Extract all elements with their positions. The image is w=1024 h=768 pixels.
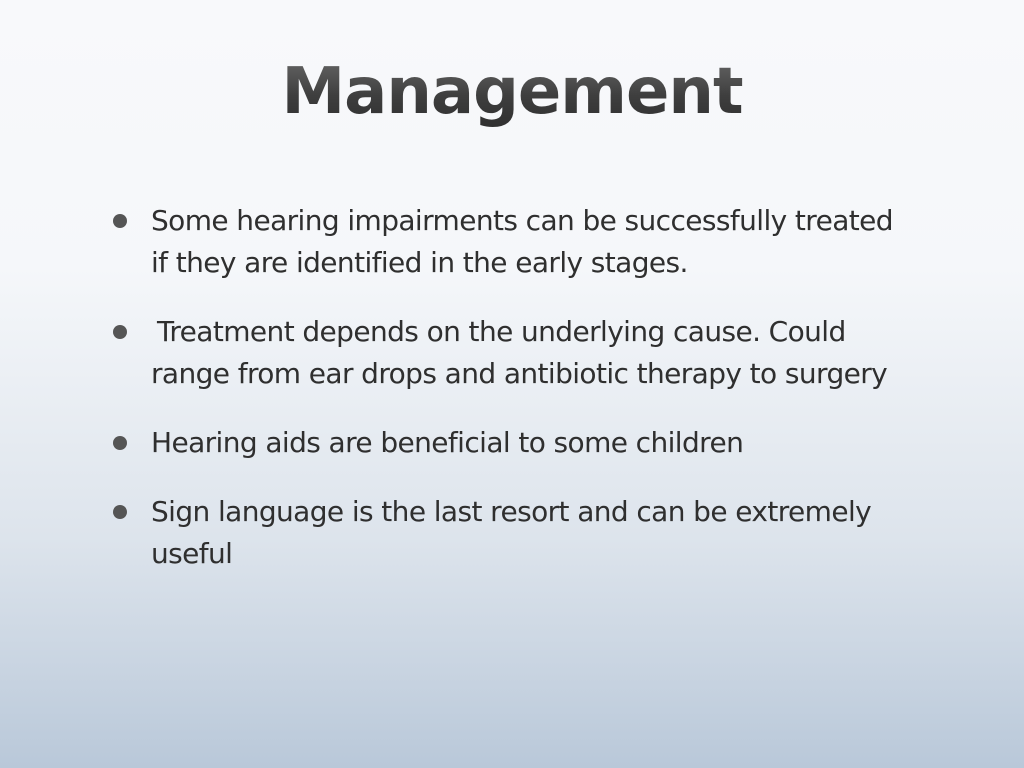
bullet-text: Hearing aids are beneficial to some children [151, 426, 744, 459]
bullet-item [110, 311, 910, 395]
bullet-dot-icon [113, 505, 127, 519]
bullet-item [110, 200, 910, 284]
bullet-dot-icon [113, 325, 127, 339]
slide-title: Management [0, 52, 1024, 132]
bullet-text: Sign language is the last resort and can be extremely useful [151, 495, 872, 570]
bullet-dot-icon [113, 214, 127, 228]
bullet-list [110, 200, 910, 602]
bullet-text: Treatment depends on the underlying cause. Could range from ear drops and antibiotic therapy to surgery [151, 315, 888, 390]
bullet-item [110, 491, 910, 575]
bullet-text: Some hearing impairments can be successfully treated if they are identified in the early stages. [151, 204, 893, 279]
bullet-dot-icon [113, 436, 127, 450]
bullet-item [110, 422, 910, 464]
